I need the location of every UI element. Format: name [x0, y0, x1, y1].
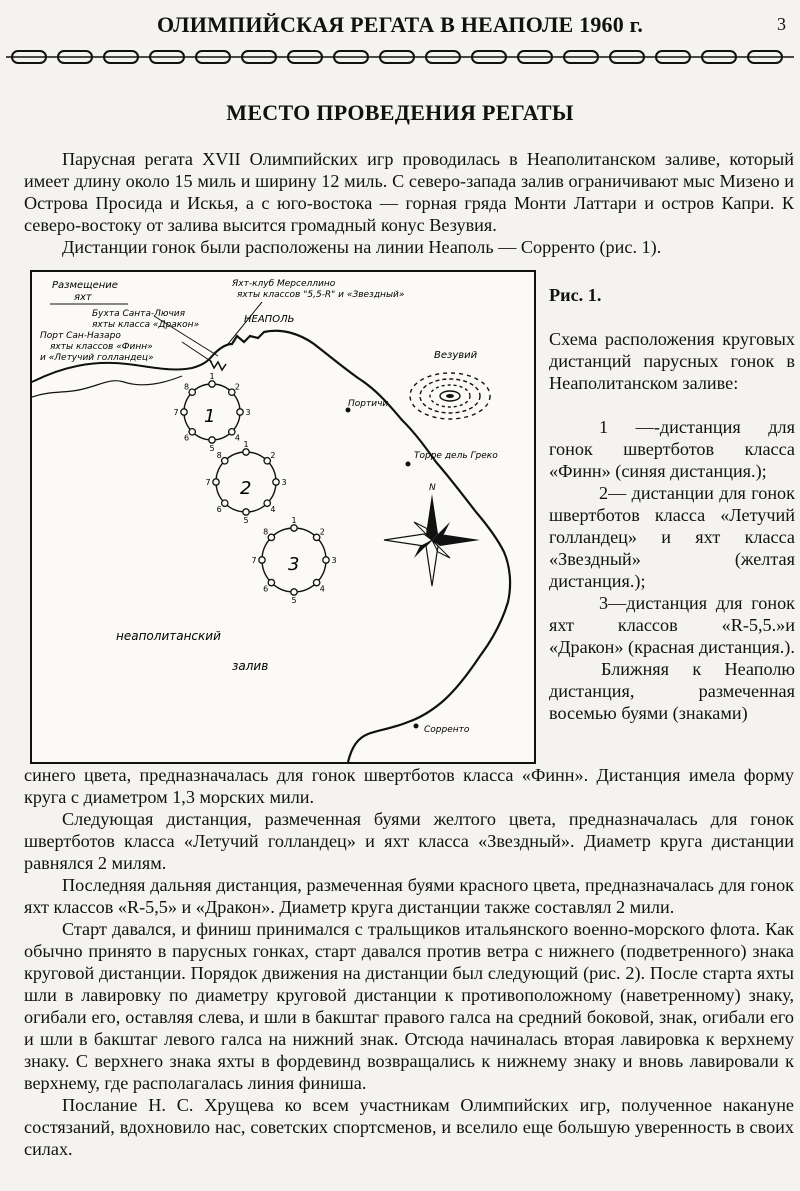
map-label-vesuvius: Везувий: [434, 350, 478, 361]
buoy-number: 1: [209, 372, 215, 381]
buoy-marker: [189, 389, 195, 395]
buoy-marker: [273, 479, 279, 485]
decorative-chain-divider: [6, 46, 794, 68]
buoy-marker: [268, 534, 274, 540]
page-number: 3: [777, 14, 786, 34]
buoy-number: 7: [205, 478, 211, 487]
map-legend-title: яхт: [74, 292, 92, 303]
buoy-number: 4: [270, 504, 276, 514]
body-paragraph: Последняя дальняя дистанция, размеченная буями красного цвета, предназначалась для гонок яхт классов «R-5,5» и «Дракон». Диаметр круга дистанции также составлял 2 мили.: [24, 875, 794, 917]
buoy-number: 4: [234, 433, 241, 443]
buoy-marker: [323, 557, 329, 563]
buoy-number: 2: [234, 382, 241, 392]
page-header: [0, 8, 800, 40]
map-label-gulf: неаполитанский: [116, 629, 221, 643]
coastline-east: [214, 331, 510, 762]
figure-lead-in: Ближняя к Неаполю дистанция, размеченная восемью буями (знаками): [549, 659, 795, 723]
map-label-sorrento: Сорренто: [424, 725, 470, 735]
map-label-santa-lucia: Бухта Санта-Лючия: [92, 309, 186, 319]
intro-paragraph: Парусная регата XVII Олимпийских игр проводилась в Неаполитанском заливе, который имеет длину около 15 миль и ширину 12 миль. С северо-запада залив ограничивают мыс Мизено и Острова Просида и Искья, а с юго-востока — горная гряда Монти Латтари и остров Капри. К северо-востоку от залива высится громадный конус Везувия.: [24, 149, 794, 235]
map-label-santa-lucia: яхты класса «Дракон»: [92, 320, 200, 330]
buoy-number: 1: [291, 516, 297, 525]
buoy-marker: [243, 509, 249, 515]
figure-caption-text: Схема расположения круговых дистанций парусных гонок в Неаполитанском заливе:: [549, 329, 795, 393]
buoy-number: 3: [331, 556, 337, 565]
intro-paragraph: Дистанции гонок были расположены на линии Неаполь — Сорренто (рис. 1).: [62, 237, 662, 257]
buoy-marker: [259, 557, 265, 563]
buoy-marker: [209, 437, 215, 443]
regatta-courses: [173, 372, 336, 605]
figure-caption: [549, 284, 795, 724]
buoy-number: 7: [173, 408, 179, 417]
buoy-number: 5: [243, 516, 249, 525]
map-label-mergellina: яхты классов "5,5-R" и «Звездный»: [237, 290, 405, 300]
compass-rose: [384, 494, 480, 586]
intro-text: [24, 148, 794, 258]
buoy-number: 2: [319, 527, 325, 537]
buoy-number: 3: [281, 478, 287, 487]
buoy-number: 4: [319, 584, 325, 594]
buoy-marker: [181, 409, 187, 415]
buoy-marker: [268, 579, 274, 585]
map-label-gulf: залив: [232, 659, 269, 673]
map-label-torre-del-greco: Торре дель Греко: [414, 451, 498, 461]
map-label-mergellina: Яхт-клуб Мерселлино: [232, 279, 336, 289]
buoy-number: 8: [183, 382, 190, 392]
buoy-marker: [213, 479, 219, 485]
buoy-marker: [222, 500, 228, 506]
buoy-number: 6: [263, 584, 269, 594]
buoy-number: 8: [263, 527, 269, 537]
figure-caption-item: 1 —-дистанция для гонок швертботов класса «Финн» (синяя дистанция.);: [549, 417, 795, 481]
map-label-san-nazaro: Порт Сан-Назаро: [40, 331, 121, 341]
buoy-number: 6: [183, 433, 190, 443]
buoy-number: 7: [251, 556, 257, 565]
course-number-2: 2: [240, 478, 252, 499]
body-paragraph: синего цвета, предназначалась для гонок швертботов класса «Финн». Дистанция имела форму круга с диаметром 1,3 морских мили.: [24, 765, 794, 807]
buoy-marker: [243, 449, 249, 455]
map-label-san-nazaro: яхты классов «Финн»: [50, 342, 153, 352]
buoy-number: 3: [245, 408, 251, 417]
coastline-west-inner: [32, 376, 182, 397]
buoy-marker: [237, 409, 243, 415]
compass-north-label: N: [429, 483, 436, 493]
body-paragraph: Послание Н. С. Хрущева ко всем участникам Олимпийских игр, полученное накануне состязаний, вдохновило нас, советских спортсменов, и вселило еще большую уверенность в своих силах.: [24, 1095, 794, 1159]
buoy-number: 2: [270, 451, 276, 461]
buoy-number: 1: [243, 440, 249, 449]
regatta-map: [32, 272, 534, 762]
map-legend-title: Размещение: [52, 280, 118, 291]
buoy-marker: [291, 589, 297, 595]
map-label-san-nazaro: и «Летучий голландец»: [40, 353, 154, 363]
course-number-3: 3: [288, 554, 300, 575]
main-text: [24, 764, 794, 1160]
section-title: МЕСТО ПРОВЕДЕНИЯ РЕГАТЫ: [226, 100, 574, 125]
buoy-marker: [189, 429, 195, 435]
buoy-marker: [222, 458, 228, 464]
page-header-title: ОЛИМПИЙСКАЯ РЕГАТА В НЕАПОЛЕ 1960 г.: [156, 12, 644, 37]
buoy-number: 5: [209, 444, 215, 453]
buoy-marker: [209, 381, 215, 387]
figure-label: Рис. 1.: [549, 285, 602, 305]
buoy-number: 6: [216, 504, 222, 514]
buoy-marker: [291, 525, 297, 531]
harbour-breakwater: [210, 360, 226, 370]
regatta-map-figure: [30, 270, 536, 764]
map-label-portici: Портичи: [348, 399, 389, 409]
body-paragraph: Старт давался, и финиш принимался с тральщиков итальянского военно-морского флота. Как обычно принято в парусных гонках, старт давался против ветра с нижнего (подветренного) знака круговой дистанции. Порядок движения на дистанции был следующий (рис. 2). После старта яхты шли в лавировку по диаметру круговой дистанции к противоположному (наветренному) знаку, огибали его, оставляя слева, и шли в бакштаг правого галса на средний боковой, знак, огибали его и шли в бакштаг левого галса на нижний знак. Отсюда начиналась вторая лавировка к верхнему знаку. С верхнего знака яхты в фордевинд возвращались к нижнему знаку и вновь лавировали к верхнему, где располагалась линия финиша.: [24, 919, 794, 1093]
body-paragraph: Следующая дистанция, размеченная буями желтого цвета, предназначалась для гонок швертботов класса «Летучий голландец» и яхт класса «Звездный». Диаметр круга дистанции равнялся 2 милям.: [24, 809, 794, 873]
course-number-1: 1: [204, 406, 216, 427]
figure-caption-item: 2— дистанции для гонок швертботов класса «Летучий голландец» и яхт класса «Звездный» (желтая дистанция.);: [549, 483, 795, 591]
buoy-number: 5: [291, 596, 297, 605]
map-label-naples: НЕАПОЛЬ: [244, 314, 295, 325]
figure-caption-item: 3—дистанция для гонок яхт классов «R-5,5.»и «Дракон» (красная дистанция.).: [549, 593, 795, 657]
buoy-number: 8: [216, 451, 222, 461]
